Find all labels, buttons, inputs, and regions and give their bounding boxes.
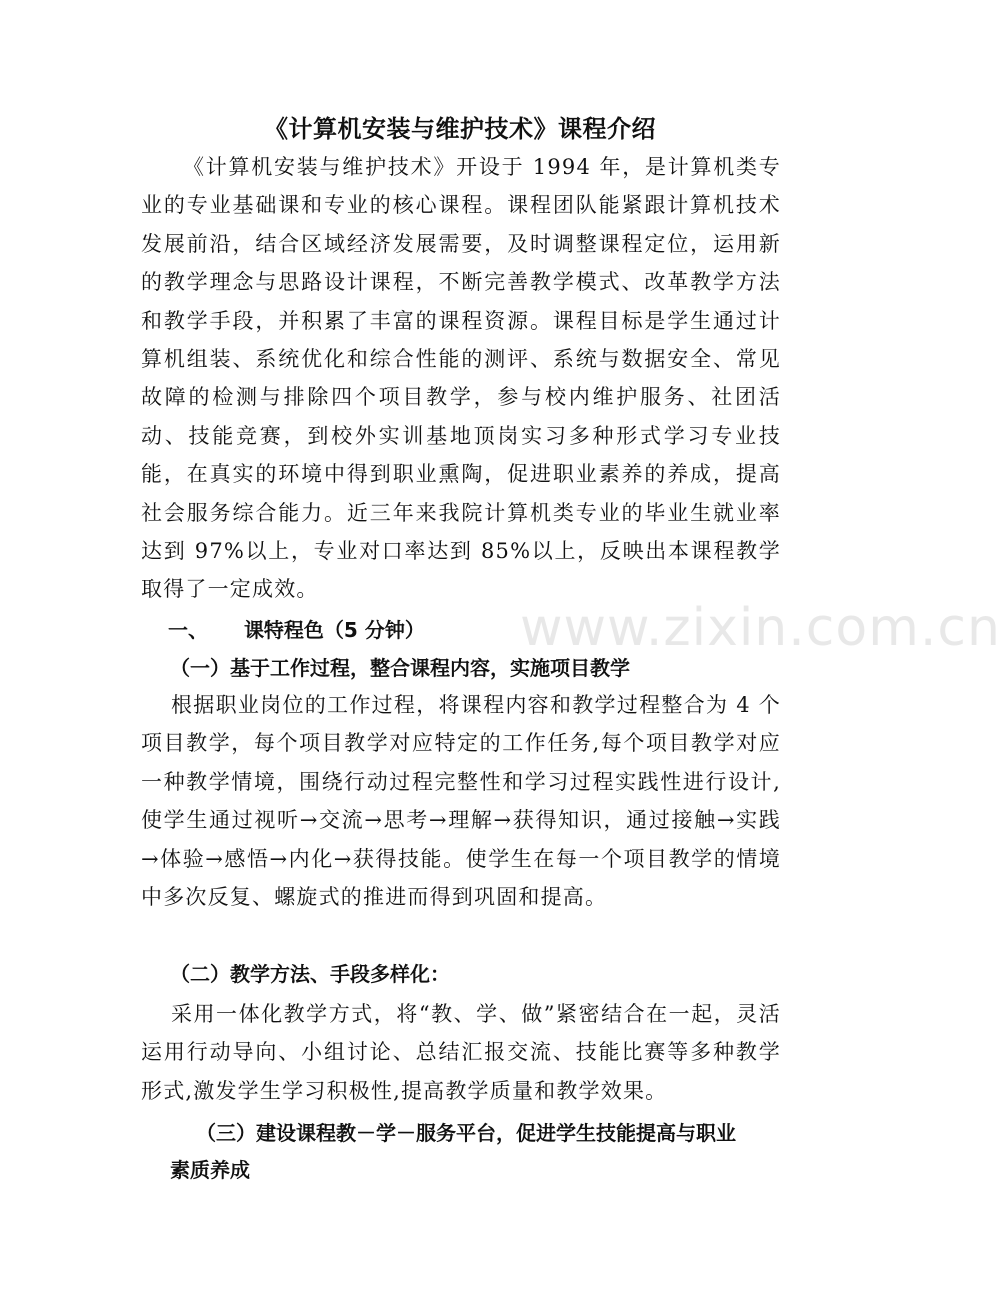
- section-1-heading: [168, 615, 425, 645]
- subsection-2-body-block: [141, 995, 781, 1110]
- subsection-3-heading-line-1: （三）建设课程教－学－服务平台，促进学生技能提高与职业: [196, 1121, 736, 1145]
- subsection-1-heading: （一）基于工作过程，整合课程内容，实施项目教学: [170, 656, 630, 680]
- subsection-1-paragraph: 根据职业岗位的工作过程，将课程内容和教学过程整合为 4 个项目教学，每个项目教学对应特定的工作任务,每个项目教学对应一种教学情境，围绕行动过程完整性和学习过程实践性进行设计,使学生通过视听→交流→思考→理解→获得知识，通过接触→实践→体验→感悟→内化→获得技能。使学生在每一个项目教学的情境中多次反复、螺旋式的推进而得到巩固和提高。: [141, 693, 781, 910]
- section-1-title: 课特程色（5 分钟）: [243, 618, 425, 642]
- intro-paragraph-block: [141, 148, 781, 609]
- watermark: www.zixin.com.cn: [520, 598, 1001, 658]
- subsection-2-paragraph: 采用一体化教学方式，将“教、学、做”紧密结合在一起，灵活运用行动导向、小组讨论、总结汇报交流、技能比赛等多种教学形式,激发学生学习积极性,提高教学质量和教学效果。: [141, 1002, 781, 1103]
- intro-paragraph: 《计算机安装与维护技术》开设于 1994 年，是计算机类专业的专业基础课和专业的核心课程。课程团队能紧跟计算机技术发展前沿，结合区域经济发展需要，及时调整课程定位，运用新的教学理念与思路设计课程，不断完善教学模式、改革教学方法和教学手段，并积累了丰富的课程资源。课程目标是学生通过计算机组装、系统优化和综合性能的测评、系统与数据安全、常见故障的检测与排除四个项目教学，参与校内维护服务、社团活动、技能竞赛，到校外实训基地顶岗实习多种形式学习专业技能，在真实的环境中得到职业熏陶，促进职业素养的养成，提高社会服务综合能力。近三年来我院计算机类专业的毕业生就业率达到 97%以上，专业对口率达到 85%以上，反映出本课程教学取得了一定成效。: [141, 155, 781, 602]
- subsection-2-heading: （二）教学方法、手段多样化：: [170, 962, 450, 986]
- subsection-1-body-block: [141, 686, 781, 916]
- document-title: 《计算机安装与维护技术》课程介绍: [264, 114, 656, 143]
- section-1-number: 一、: [168, 618, 208, 642]
- subsection-3-heading-line-2: 素质养成: [170, 1158, 250, 1182]
